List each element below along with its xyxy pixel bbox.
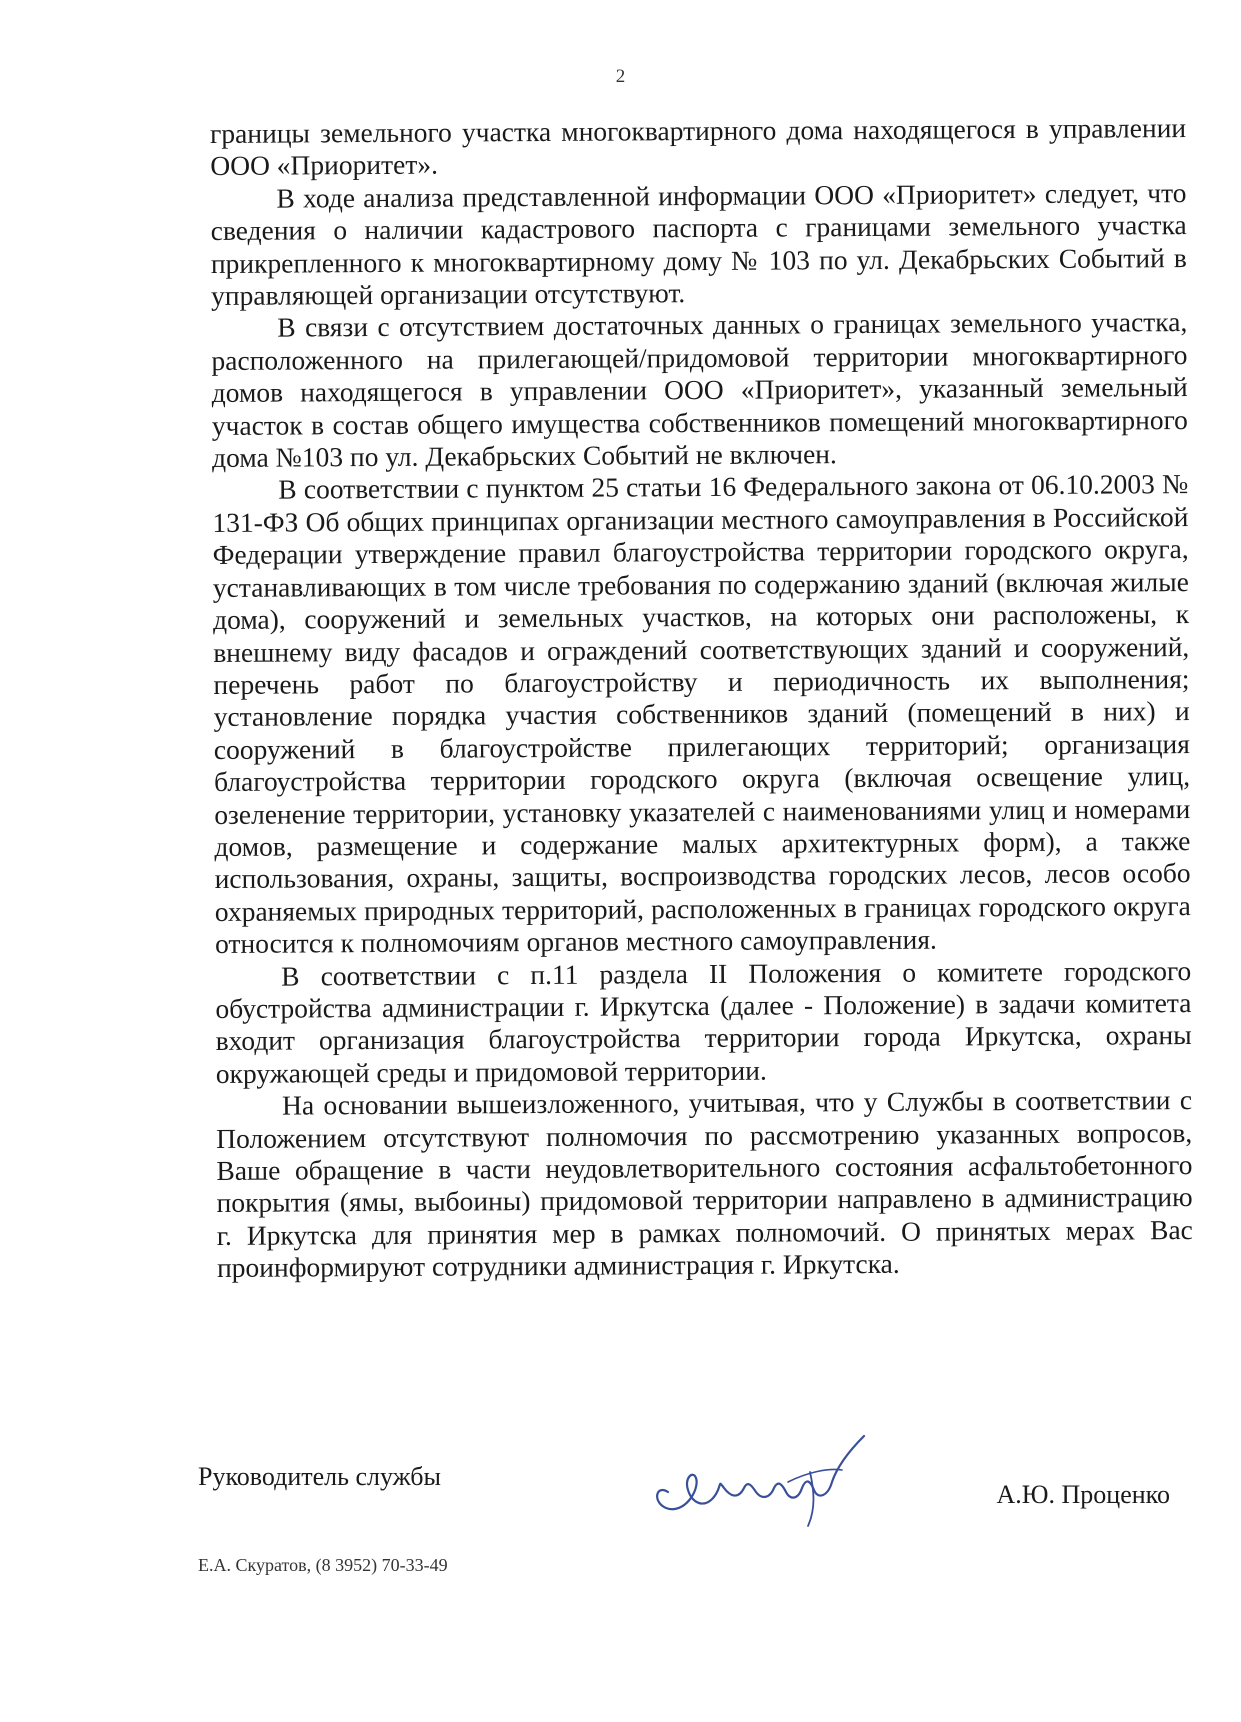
signatory-title: Руководитель службы [198, 1462, 441, 1491]
handwritten-signature [638, 1430, 878, 1540]
paragraph-land-plot-status: В связи с отсутствием достаточных данных о границах земельного участка, расположенного на прилегающей/придомовой территории многоквартирного домов находящегося в управлении ООО «Приоритет», указанный земельный участок в состав общего имущества собственников помещений многоквартирного дома №103 по ул. Декабрьских Событий не включен. [211, 306, 1188, 474]
paragraph-committee-regulation: В соответствии с п.11 раздела II Положения о комитете городского обустройства администрации г. Иркутска (далее - Положение) в задачи комитета входит организация благоустройства территории города Иркутска, охраны окружающей среды и придомовой территории. [215, 954, 1192, 1089]
page-number: 2 [615, 66, 626, 87]
paragraph-federal-law: В соответствии с пунктом 25 статьи 16 Федерального закона от 06.10.2003 № 131-ФЗ Об общих принципах организации местного самоуправления в Российской Федерации утверждение правил благоустройства территории городского округа, устанавливающих в том числе требования по содержанию зданий (включая жилые дома), сооружений и земельных участков, на которых они расположены, к внешнему виду фасадов и ограждений соответствующих зданий и сооружений, перечень работ по благоустройству и периодичность их выполнения; установление порядка участия собственников зданий (помещений в них) и сооружений в благоустройстве прилегающих территорий; организация благоустройства территории городского округа (включая освещение улиц, озеленение территории, установку указателей с наименованиями улиц и номерами домов, размещение и содержание малых архитектурных форм), а также использования, охраны, защиты, воспроизводства городских лесов, лесов особо охраняемых природных территорий, расположенных в границах городского округа относится к полномочиям органов местного самоуправления. [212, 468, 1191, 960]
letter-body [210, 112, 1193, 1285]
executor-contact: Е.А. Скуратов, (8 3952) 70-33-49 [198, 1555, 448, 1575]
signature-block [198, 1462, 1170, 1532]
paragraph-conclusion: На основании вышеизложенного, учитывая, что у Службы в соответствии с Положением отсутствуют полномочия по рассмотрению указанных вопросов, Ваше обращение в части неудовлетворительного состояния асфальтобетонного покрытия (ямы, выбоины) придомовой территории направлено в администрацию г. Иркутска для принятия мер в рамках полномочий. О принятых мерах Вас проинформируют сотрудники администрация г. Иркутска. [216, 1084, 1193, 1284]
paragraph-cadastral-info: В ходе анализа представленной информации ООО «Приоритет» следует, что сведения о наличии кадастрового паспорта с границами земельного участка прикрепленного к многоквартирному дому № 103 по ул. Декабрьских Событий в управляющей организации отсутствуют. [210, 176, 1187, 312]
paragraph-continuation: границы земельного участка многоквартирного дома находящегося в управлении ООО «Приоритет». [210, 112, 1187, 182]
signatory-name: А.Ю. Проценко [996, 1480, 1170, 1509]
